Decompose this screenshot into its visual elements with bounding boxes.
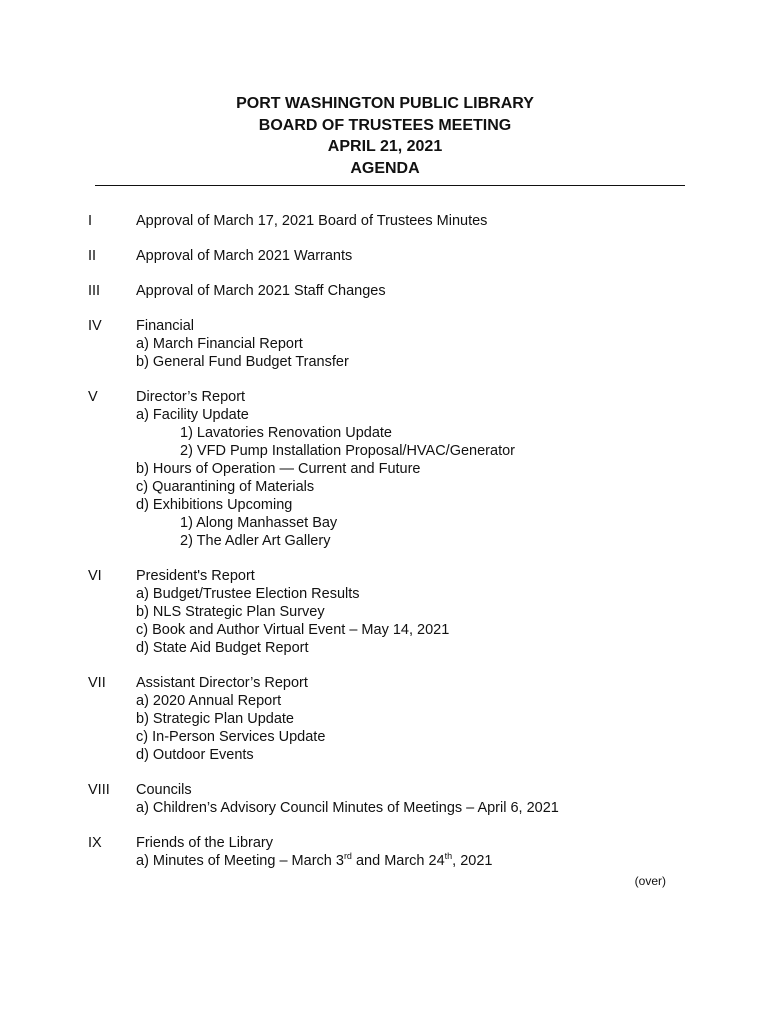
agenda-section-2: [88, 247, 688, 265]
header-organization: PORT WASHINGTON PUBLIC LIBRARY: [236, 95, 534, 112]
agenda-section-3: [88, 282, 688, 300]
agenda-subitem: b) Strategic Plan Update: [136, 711, 294, 727]
agenda-subsubitem: 2) The Adler Art Gallery: [180, 533, 331, 549]
section-number: VI: [88, 568, 102, 584]
agenda-section-9: [88, 834, 688, 870]
section-number: V: [88, 389, 98, 405]
header-title: AGENDA: [350, 159, 420, 177]
section-number: III: [88, 283, 101, 299]
agenda-section-8: [88, 781, 688, 817]
agenda-subsubitem: 1) Along Manhasset Bay: [180, 515, 338, 531]
subitem-text: , 2021: [452, 853, 493, 869]
over-note: (over): [634, 874, 666, 888]
agenda-subitem: a) 2020 Annual Report: [136, 693, 282, 709]
section-title: Director’s Report: [136, 389, 246, 405]
section-number: IV: [88, 318, 102, 334]
agenda-section-1: [88, 212, 688, 230]
agenda-section-5: [88, 388, 688, 550]
section-title: Financial: [136, 318, 195, 334]
section-number: IX: [88, 835, 102, 851]
agenda-subitem: [136, 852, 688, 870]
header-date: APRIL 21, 2021: [327, 138, 443, 155]
section-number: VIII: [88, 782, 110, 798]
agenda-subitem: a) March Financial Report: [136, 336, 303, 352]
agenda-subitem: d) State Aid Budget Report: [136, 640, 309, 656]
section-title: Approval of March 17, 2021 Board of Trustees Minutes: [136, 213, 488, 229]
section-title: Assistant Director’s Report: [136, 675, 308, 691]
section-title: Approval of March 2021 Staff Changes: [136, 283, 386, 299]
section-title: President's Report: [136, 568, 255, 584]
agenda-section-7: [88, 674, 688, 764]
agenda-subitem: d) Outdoor Events: [136, 747, 254, 763]
agenda-subsubitem: 1) Lavatories Renovation Update: [180, 425, 392, 441]
header-meeting: BOARD OF TRUSTEES MEETING: [258, 116, 512, 134]
section-number: I: [88, 213, 93, 229]
agenda-section-4: [88, 317, 688, 371]
ordinal-suffix: rd: [343, 851, 352, 862]
header-divider: [95, 185, 685, 186]
agenda-subitem: a) Budget/Trustee Election Results: [136, 586, 360, 602]
section-number: II: [88, 248, 97, 264]
section-title: Friends of the Library: [136, 835, 274, 851]
agenda-subitem: b) General Fund Budget Transfer: [136, 354, 349, 370]
section-title: Councils: [136, 782, 192, 798]
ordinal-suffix: th: [444, 851, 453, 862]
document-header: [0, 93, 770, 179]
subitem-text: a) Minutes of Meeting – March 3: [136, 853, 344, 869]
agenda-subitem: b) Hours of Operation — Current and Future: [136, 461, 421, 477]
agenda-subitem: a) Children’s Advisory Council Minutes of Meetings – April 6, 2021: [136, 800, 559, 816]
agenda-subsubitem: 2) VFD Pump Installation Proposal/HVAC/Generator: [180, 443, 515, 459]
agenda-subitem: c) Quarantining of Materials: [136, 479, 315, 495]
agenda-subitem: b) NLS Strategic Plan Survey: [136, 604, 325, 620]
section-number: VII: [88, 675, 106, 691]
section-title: Approval of March 2021 Warrants: [136, 248, 353, 264]
agenda-subitem: d) Exhibitions Upcoming: [136, 497, 293, 513]
agenda-subitem: c) In-Person Services Update: [136, 729, 326, 745]
agenda-section-6: [88, 567, 688, 657]
subitem-text: and March 24: [351, 853, 445, 869]
agenda-list: [88, 212, 688, 887]
agenda-subitem: c) Book and Author Virtual Event – May 14, 2021: [136, 622, 450, 638]
agenda-subitem: a) Facility Update: [136, 407, 249, 423]
